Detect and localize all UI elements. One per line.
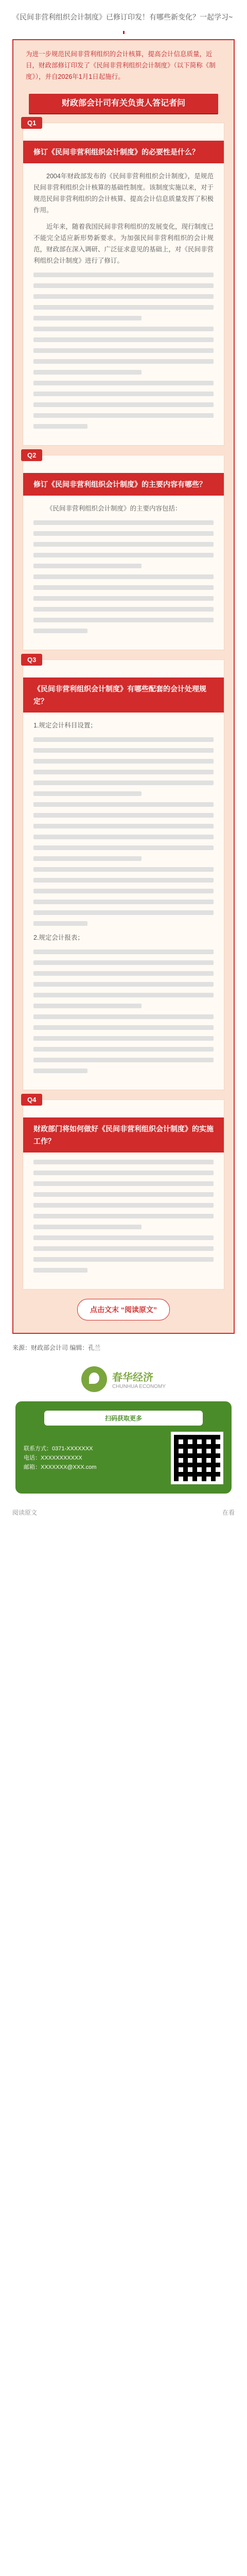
- paragraph: 2004年财政部发布的《民间非营利组织会计制度》，是规范民间非营利组织会计核算的基础性制度。该制度实施以来，对于规范民间非营利组织的会计核算、提高会计信息质量发挥了积极作用。: [33, 173, 214, 214]
- qr-card: [15, 1401, 232, 1494]
- info-line: 邮箱：XXXXXXX@XXX.com: [24, 1464, 97, 1470]
- text-lines: [33, 520, 214, 633]
- source-text: 来源：财政部会计司 编辑：孔兰: [12, 1344, 101, 1351]
- question-card-q2: [23, 451, 224, 650]
- content-frame: [12, 39, 235, 1334]
- paragraph: 2.规定会计报表；: [33, 934, 84, 941]
- qr-code-icon: [171, 1432, 223, 1484]
- brand-sub: CHUNHUA ECONOMY: [112, 1384, 166, 1389]
- info-line: 联系方式：0371-XXXXXXX: [24, 1446, 93, 1452]
- notice: 为进一步规范民间非营利组织的会计核算，提高会计信息质量，近日，财政部修订印发了《民间非营利组织会计制度》（以下简称《制度》），并自2026年1月1日起施行。: [26, 50, 216, 80]
- brand-logo: [81, 1366, 107, 1392]
- paragraph: 1.规定会计科目设置；: [33, 722, 97, 729]
- text-lines: [33, 950, 214, 1073]
- paragraph: 近年来，随着我国民间非营利组织的发展变化，现行制度已不能完全适应新形势新要求。为加强民间非营利组织的会计规范，财政部在深入调研、广泛征求意见的基础上，对《民间非营利组织会计制度》进行了修订。: [33, 223, 214, 264]
- question-tag: Q3: [21, 654, 42, 666]
- banner-title: 财政部会计司有关负责人答记者问: [29, 94, 218, 113]
- intro: 《民间非营利组织会计制度》已修订印发！有哪些新变化？一起学习~: [12, 13, 233, 21]
- divider: [123, 31, 125, 34]
- contact-info: [24, 1444, 162, 1472]
- question-card-q3: [23, 656, 224, 1090]
- question-tag: Q4: [21, 1094, 42, 1106]
- paragraph: 《民间非营利组织会计制度》的主要内容包括：: [46, 505, 182, 512]
- text-lines: [33, 1160, 214, 1273]
- question-title: 修订《民间非营利组织会计制度》的主要内容有哪些？: [23, 473, 224, 496]
- info-line: 电话：XXXXXXXXXXX: [24, 1455, 82, 1461]
- brand-name: 春华经济: [112, 1372, 154, 1383]
- question-tag: Q1: [21, 117, 42, 129]
- question-tag: Q2: [21, 449, 42, 461]
- bottom-actions: [0, 1500, 247, 1525]
- question-card-q1: [23, 119, 224, 446]
- question-title: 《民间非营利组织会计制度》有哪些配套的会计处理规定？: [23, 677, 224, 713]
- intro-text: [0, 0, 247, 28]
- question-title: 财政部门将如何做好《民间非营利组织会计制度》的实施工作？: [23, 1117, 224, 1153]
- like-button[interactable]: 在看: [222, 1509, 235, 1516]
- question-card-q4: [23, 1096, 224, 1290]
- footer: [0, 1334, 247, 1357]
- brand-row: [0, 1366, 247, 1392]
- read-more-button[interactable]: 点击文末 “阅读原文”: [77, 1299, 170, 1320]
- qr-title: 扫码获取更多: [44, 1411, 203, 1426]
- question-title: 修订《民间非营利组织会计制度》的必要性是什么？: [23, 141, 224, 163]
- text-lines: [33, 273, 214, 429]
- text-lines: [33, 737, 214, 926]
- read-original-link[interactable]: 阅读原文: [12, 1509, 38, 1516]
